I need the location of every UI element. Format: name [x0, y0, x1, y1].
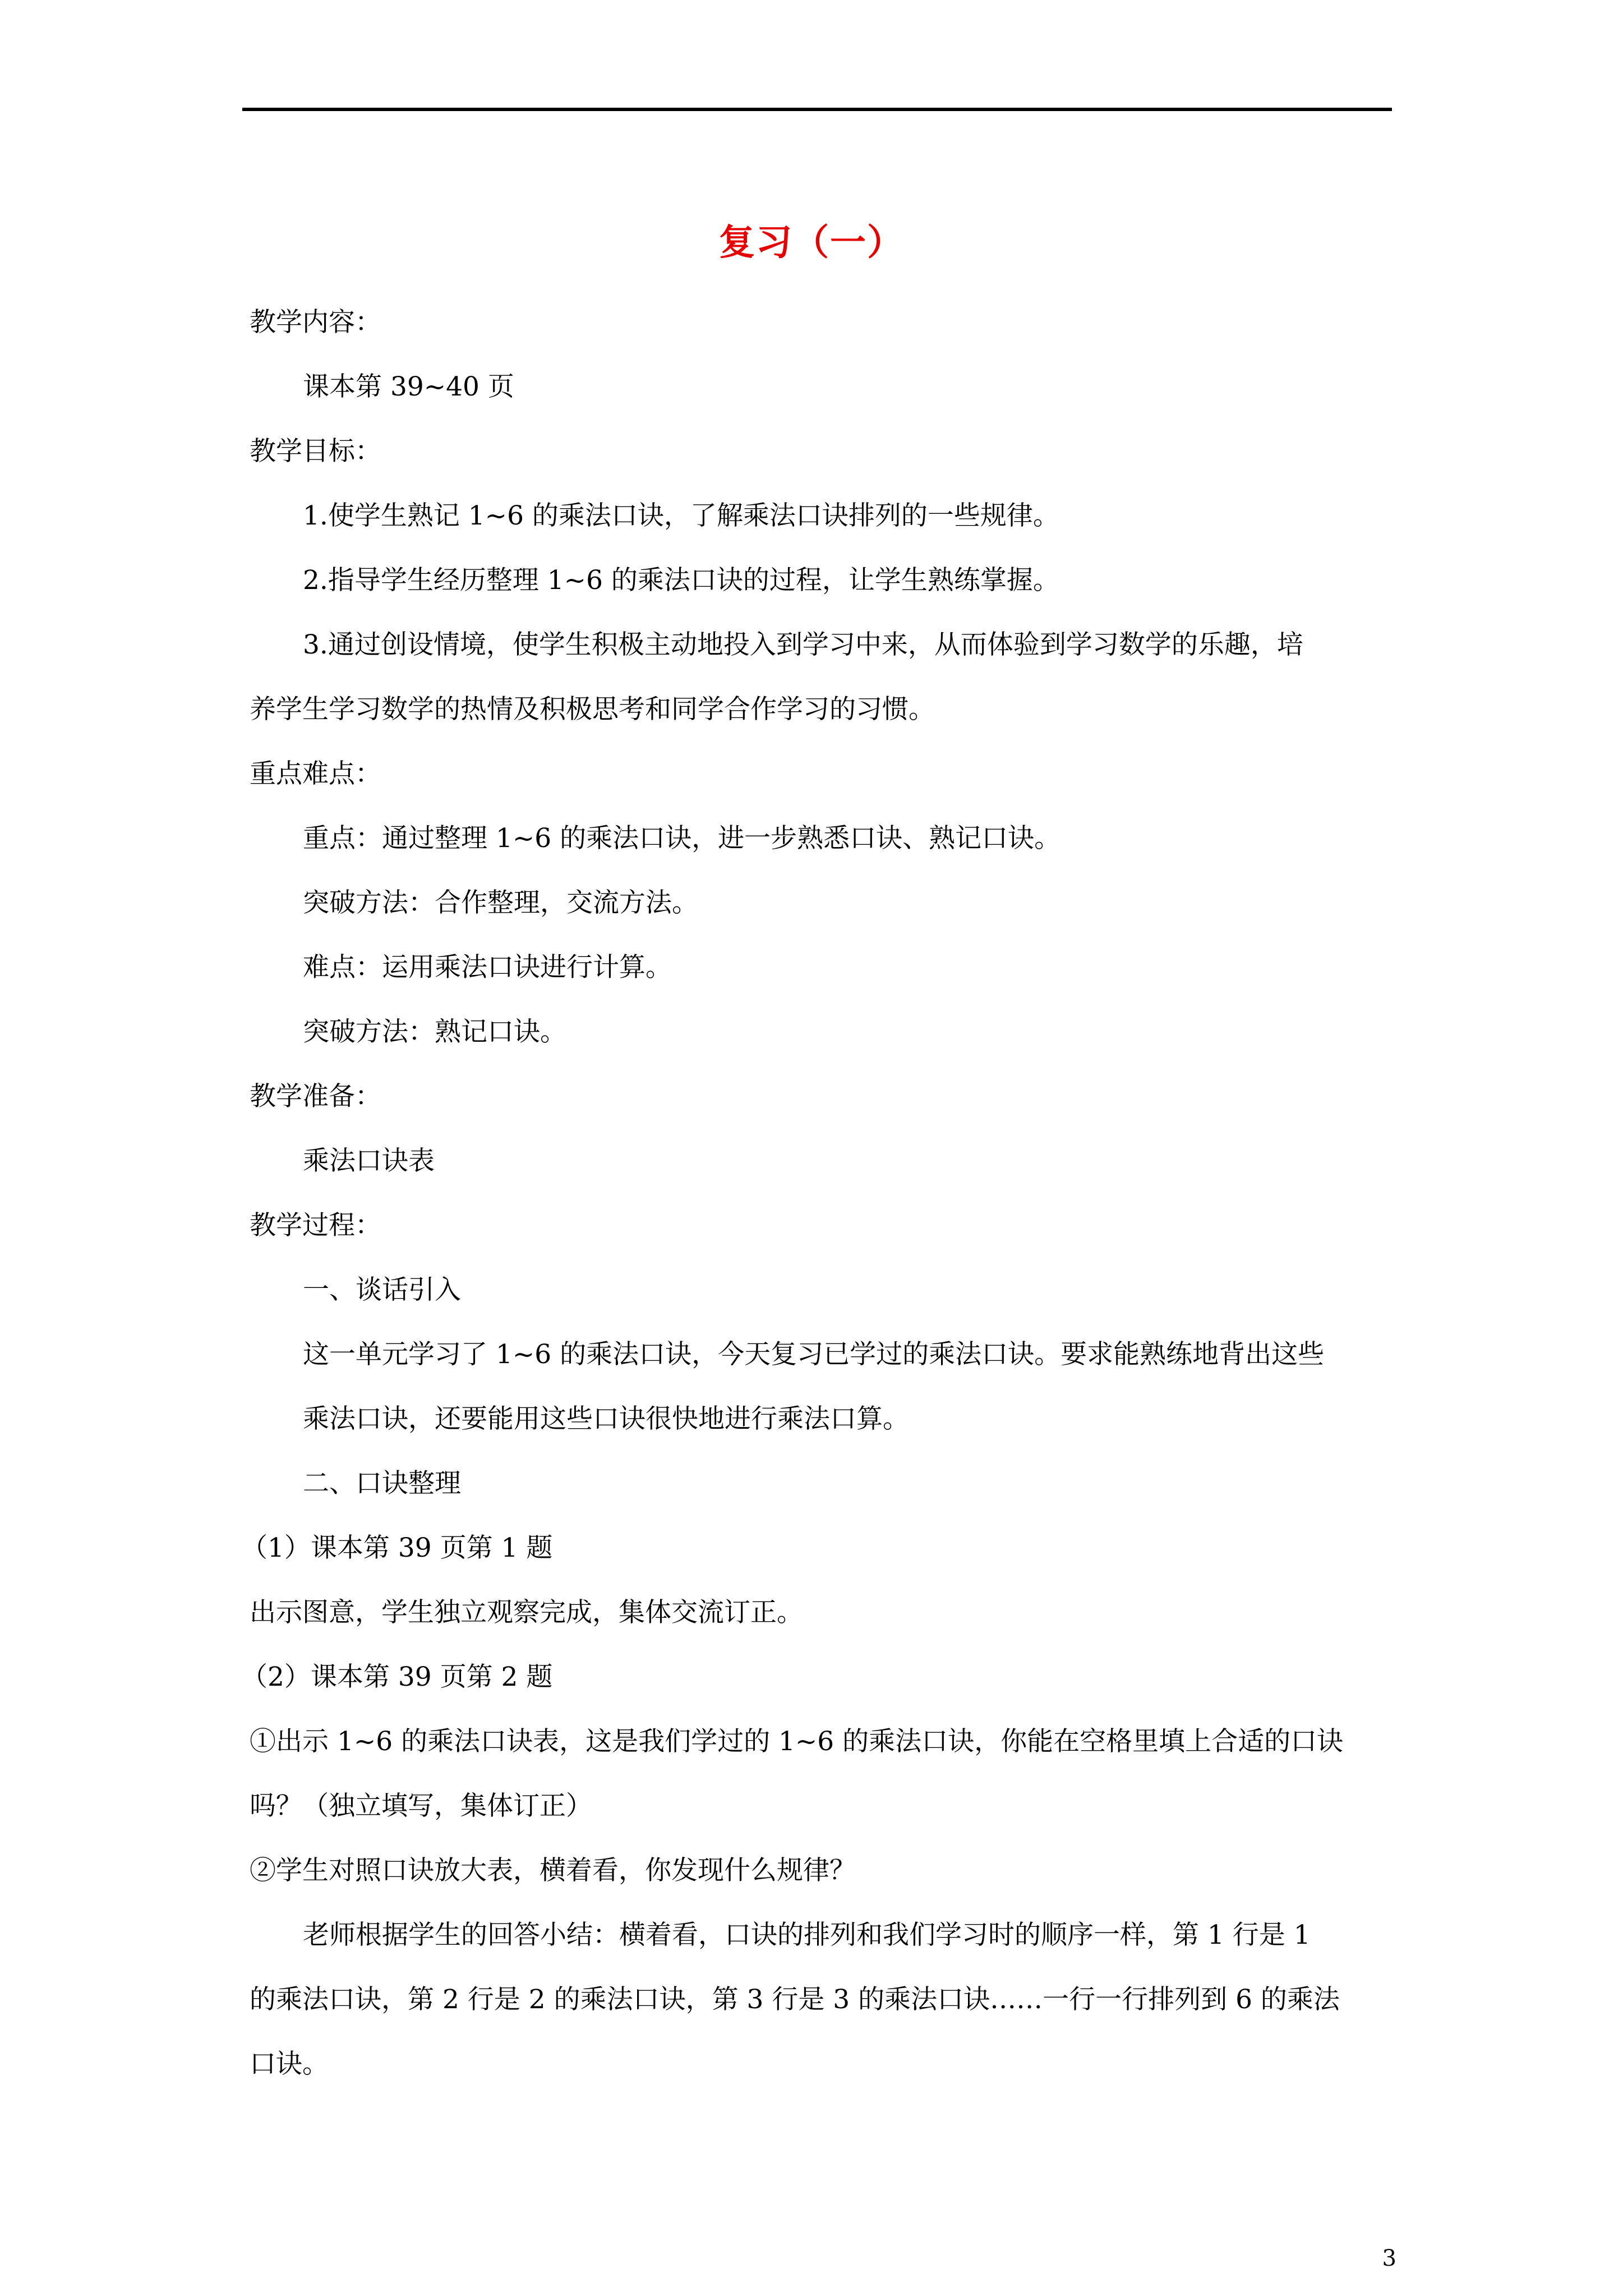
header-rule [242, 108, 1392, 111]
step-1-text: 这一单元学习了 1~6 的乘法口诀，今天复习已学过的乘法口诀。要求能熟练地背出这些 [303, 1339, 1325, 1370]
step-2-heading: 二、口诀整理 [303, 1468, 461, 1499]
section-heading-preparation: 教学准备： [250, 1081, 381, 1112]
teacher-summary-continued: 的乘法口诀，第 2 行是 2 的乘法口诀，第 3 行是 3 的乘法口诀……一行一行排列到 6 的乘法 [250, 1984, 1340, 2015]
teacher-summary: 老师根据学生的回答小结：横着看，口诀的排列和我们学习时的顺序一样，第 1 行是 1 [303, 1920, 1311, 1950]
page-title: 复习（一） [719, 222, 904, 264]
page-number: 3 [1382, 2246, 1396, 2271]
preparation-text: 乘法口诀表 [303, 1145, 435, 1176]
exercise-2-item-1: ①出示 1~6 的乘法口诀表，这是我们学过的 1~6 的乘法口诀，你能在空格里填上合适的口诀 [250, 1726, 1344, 1757]
key-point: 重点：通过整理 1~6 的乘法口诀，进一步熟悉口诀、熟记口诀。 [303, 823, 1061, 854]
exercise-1-text: 出示图意，学生独立观察完成，集体交流订正。 [250, 1597, 803, 1628]
difficult-point-method: 突破方法：熟记口诀。 [303, 1016, 566, 1047]
step-1-text-continued: 乘法口诀，还要能用这些口诀很快地进行乘法口算。 [303, 1404, 909, 1434]
objective-3-continued: 养学生学习数学的热情及积极思考和同学合作学习的习惯。 [250, 694, 935, 725]
difficult-point: 难点：运用乘法口诀进行计算。 [303, 952, 672, 983]
exercise-2-item-2: ②学生对照口诀放大表，横着看，你发现什么规律？ [250, 1855, 856, 1886]
key-point-method: 突破方法：合作整理，交流方法。 [303, 887, 698, 918]
objective-2: 2.指导学生经历整理 1~6 的乘法口诀的过程，让学生熟练掌握。 [303, 565, 1059, 596]
teacher-summary-end: 口诀。 [250, 2049, 329, 2079]
exercise-2-item-1-continued: 吗？（独立填写，集体订正） [250, 1791, 592, 1821]
objective-1: 1.使学生熟记 1~6 的乘法口诀，了解乘法口诀排列的一些规律。 [303, 500, 1059, 531]
section-heading-process: 教学过程： [250, 1210, 381, 1241]
section-heading-content: 教学内容： [250, 307, 381, 338]
section-heading-objectives: 教学目标： [250, 436, 381, 467]
section-heading-key-points: 重点难点： [250, 758, 381, 789]
content-text: 课本第 39~40 页 [303, 371, 514, 402]
objective-3: 3.通过创设情境，使学生积极主动地投入到学习中来，从而体验到学习数学的乐趣，培 [303, 629, 1303, 660]
exercise-2-heading: （2）课本第 39 页第 2 题 [241, 1662, 553, 1692]
exercise-1-heading: （1）课本第 39 页第 1 题 [241, 1533, 553, 1563]
step-1-heading: 一、谈话引入 [303, 1274, 461, 1305]
